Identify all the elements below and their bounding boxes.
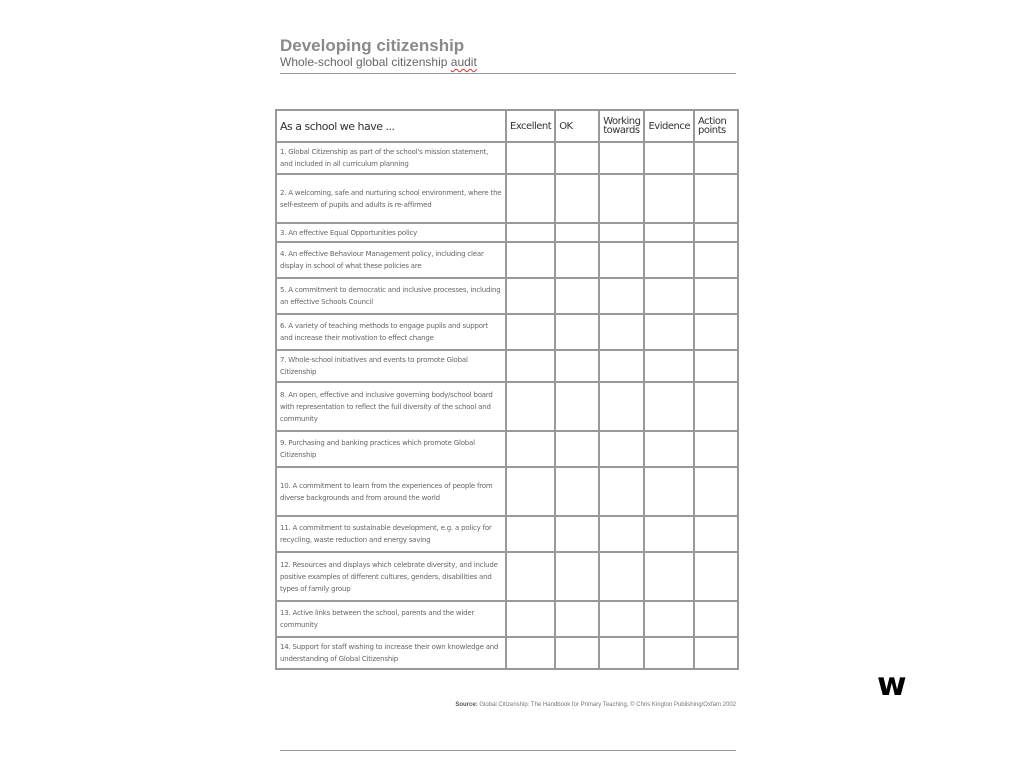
cell-action-points[interactable] (694, 637, 738, 669)
subtitle-misspelled-word: audit (450, 55, 477, 69)
cell-working-towards[interactable] (599, 637, 644, 669)
cell-action-points[interactable] (694, 314, 738, 350)
column-header-action-points: Action points (694, 110, 738, 142)
cell-action-points[interactable] (694, 174, 738, 223)
cell-action-points[interactable] (694, 467, 738, 516)
cell-action-points[interactable] (694, 242, 738, 278)
table-row (276, 601, 738, 637)
audit-statement: 12. Resources and displays which celebrate diversity, and include positive examples of different cultures, genders, disabilities and types of family group (276, 552, 506, 601)
table-row (276, 552, 738, 601)
document-header (280, 36, 736, 69)
cell-excellent[interactable] (506, 223, 555, 242)
cell-action-points[interactable] (694, 142, 738, 174)
cell-excellent[interactable] (506, 637, 555, 669)
table-row (276, 350, 738, 382)
subtitle-text: Whole-school global citizenship (280, 55, 451, 69)
footer-divider (280, 750, 736, 751)
table-row (276, 382, 738, 431)
cell-evidence[interactable] (644, 174, 694, 223)
cell-excellent[interactable] (506, 552, 555, 601)
cell-action-points[interactable] (694, 278, 738, 314)
cell-ok[interactable] (555, 242, 599, 278)
cell-evidence[interactable] (644, 314, 694, 350)
cell-evidence[interactable] (644, 382, 694, 431)
cell-action-points[interactable] (694, 382, 738, 431)
table-row (276, 314, 738, 350)
cell-working-towards[interactable] (599, 278, 644, 314)
source-label: Source: (455, 702, 478, 708)
table-row (276, 637, 738, 669)
cell-action-points[interactable] (694, 516, 738, 552)
cell-ok[interactable] (555, 467, 599, 516)
cell-excellent[interactable] (506, 516, 555, 552)
cell-action-points[interactable] (694, 223, 738, 242)
cell-evidence[interactable] (644, 278, 694, 314)
header-divider (280, 73, 736, 74)
document-title: Developing citizenship (280, 36, 465, 55)
cell-action-points[interactable] (694, 431, 738, 467)
column-header-ok: OK (555, 110, 599, 142)
cell-ok[interactable] (555, 223, 599, 242)
table-row (276, 278, 738, 314)
table-header-row (276, 110, 738, 142)
cell-working-towards[interactable] (599, 174, 644, 223)
audit-table (275, 109, 739, 670)
cell-excellent[interactable] (506, 174, 555, 223)
column-header-excellent: Excellent (506, 110, 555, 142)
audit-statement: 6. A variety of teaching methods to engage pupils and support and increase their motivation to effect change (276, 314, 506, 350)
column-header-working-towards: Working towards (599, 110, 644, 142)
cell-working-towards[interactable] (599, 242, 644, 278)
cell-excellent[interactable] (506, 431, 555, 467)
table-row (276, 431, 738, 467)
cell-evidence[interactable] (644, 223, 694, 242)
column-header-evidence: Evidence (644, 110, 694, 142)
cell-excellent[interactable] (506, 278, 555, 314)
cell-working-towards[interactable] (599, 601, 644, 637)
cell-working-towards[interactable] (599, 350, 644, 382)
table-row (276, 142, 738, 174)
table-row (276, 467, 738, 516)
cell-evidence[interactable] (644, 552, 694, 601)
cell-evidence[interactable] (644, 242, 694, 278)
audit-statement: 13. Active links between the school, parents and the wider community (276, 601, 506, 637)
column-header-statement: As a school we have ... (276, 110, 506, 142)
cell-excellent[interactable] (506, 382, 555, 431)
audit-statement: 3. An effective Equal Opportunities policy (276, 223, 506, 242)
cell-ok[interactable] (555, 350, 599, 382)
table-row (276, 242, 738, 278)
cell-excellent[interactable] (506, 142, 555, 174)
cell-action-points[interactable] (694, 350, 738, 382)
cell-excellent[interactable] (506, 601, 555, 637)
w-logo: w (877, 665, 906, 703)
audit-statement: 8. An open, effective and inclusive governing body/school board with representation to reflect the full diversity of the school and community (276, 382, 506, 431)
cell-evidence[interactable] (644, 431, 694, 467)
cell-excellent[interactable] (506, 467, 555, 516)
cell-excellent[interactable] (506, 350, 555, 382)
cell-ok[interactable] (555, 382, 599, 431)
cell-evidence[interactable] (644, 637, 694, 669)
cell-ok[interactable] (555, 516, 599, 552)
cell-working-towards[interactable] (599, 223, 644, 242)
cell-action-points[interactable] (694, 552, 738, 601)
audit-statement: 7. Whole-school initiatives and events to promote Global Citizenship (276, 350, 506, 382)
cell-working-towards[interactable] (599, 552, 644, 601)
cell-working-towards[interactable] (599, 431, 644, 467)
cell-working-towards[interactable] (599, 516, 644, 552)
table-row (276, 516, 738, 552)
audit-statement: 5. A commitment to democratic and inclusive processes, including an effective Schools Council (276, 278, 506, 314)
cell-working-towards[interactable] (599, 467, 644, 516)
cell-evidence[interactable] (644, 516, 694, 552)
cell-evidence[interactable] (644, 142, 694, 174)
cell-working-towards[interactable] (599, 314, 644, 350)
cell-working-towards[interactable] (599, 142, 644, 174)
source-text: Global Citizenship: The Handbook for Primary Teaching, © Chris Kington Publishing/Oxfam 2002 (477, 702, 736, 708)
audit-statement: 14. Support for staff wishing to increase their own knowledge and understanding of Global Citizenship (276, 637, 506, 669)
audit-statement: 2. A welcoming, safe and nurturing school environment, where the self-esteem of pupils and adults is re-affirmed (276, 174, 506, 223)
cell-ok[interactable] (555, 637, 599, 669)
cell-excellent[interactable] (506, 314, 555, 350)
cell-ok[interactable] (555, 314, 599, 350)
source-citation (280, 702, 736, 708)
audit-statement: 1. Global Citizenship as part of the school's mission statement, and included in all curriculum planning (276, 142, 506, 174)
cell-ok[interactable] (555, 278, 599, 314)
cell-ok[interactable] (555, 142, 599, 174)
cell-action-points[interactable] (694, 601, 738, 637)
table-row (276, 223, 738, 242)
audit-table-body (276, 142, 738, 669)
audit-statement: 11. A commitment to sustainable development, e.g. a policy for recycling, waste reduction and energy saving (276, 516, 506, 552)
audit-statement: 9. Purchasing and banking practices which promote Global Citizenship (276, 431, 506, 467)
audit-statement: 4. An effective Behaviour Management policy, including clear display in school of what these policies are (276, 242, 506, 278)
document-subtitle (280, 55, 736, 69)
cell-evidence[interactable] (644, 350, 694, 382)
audit-statement: 10. A commitment to learn from the experiences of people from diverse backgrounds and from around the world (276, 467, 506, 516)
cell-ok[interactable] (555, 174, 599, 223)
cell-ok[interactable] (555, 552, 599, 601)
table-row (276, 174, 738, 223)
cell-excellent[interactable] (506, 242, 555, 278)
cell-working-towards[interactable] (599, 382, 644, 431)
cell-ok[interactable] (555, 601, 599, 637)
cell-ok[interactable] (555, 431, 599, 467)
cell-evidence[interactable] (644, 601, 694, 637)
cell-evidence[interactable] (644, 467, 694, 516)
